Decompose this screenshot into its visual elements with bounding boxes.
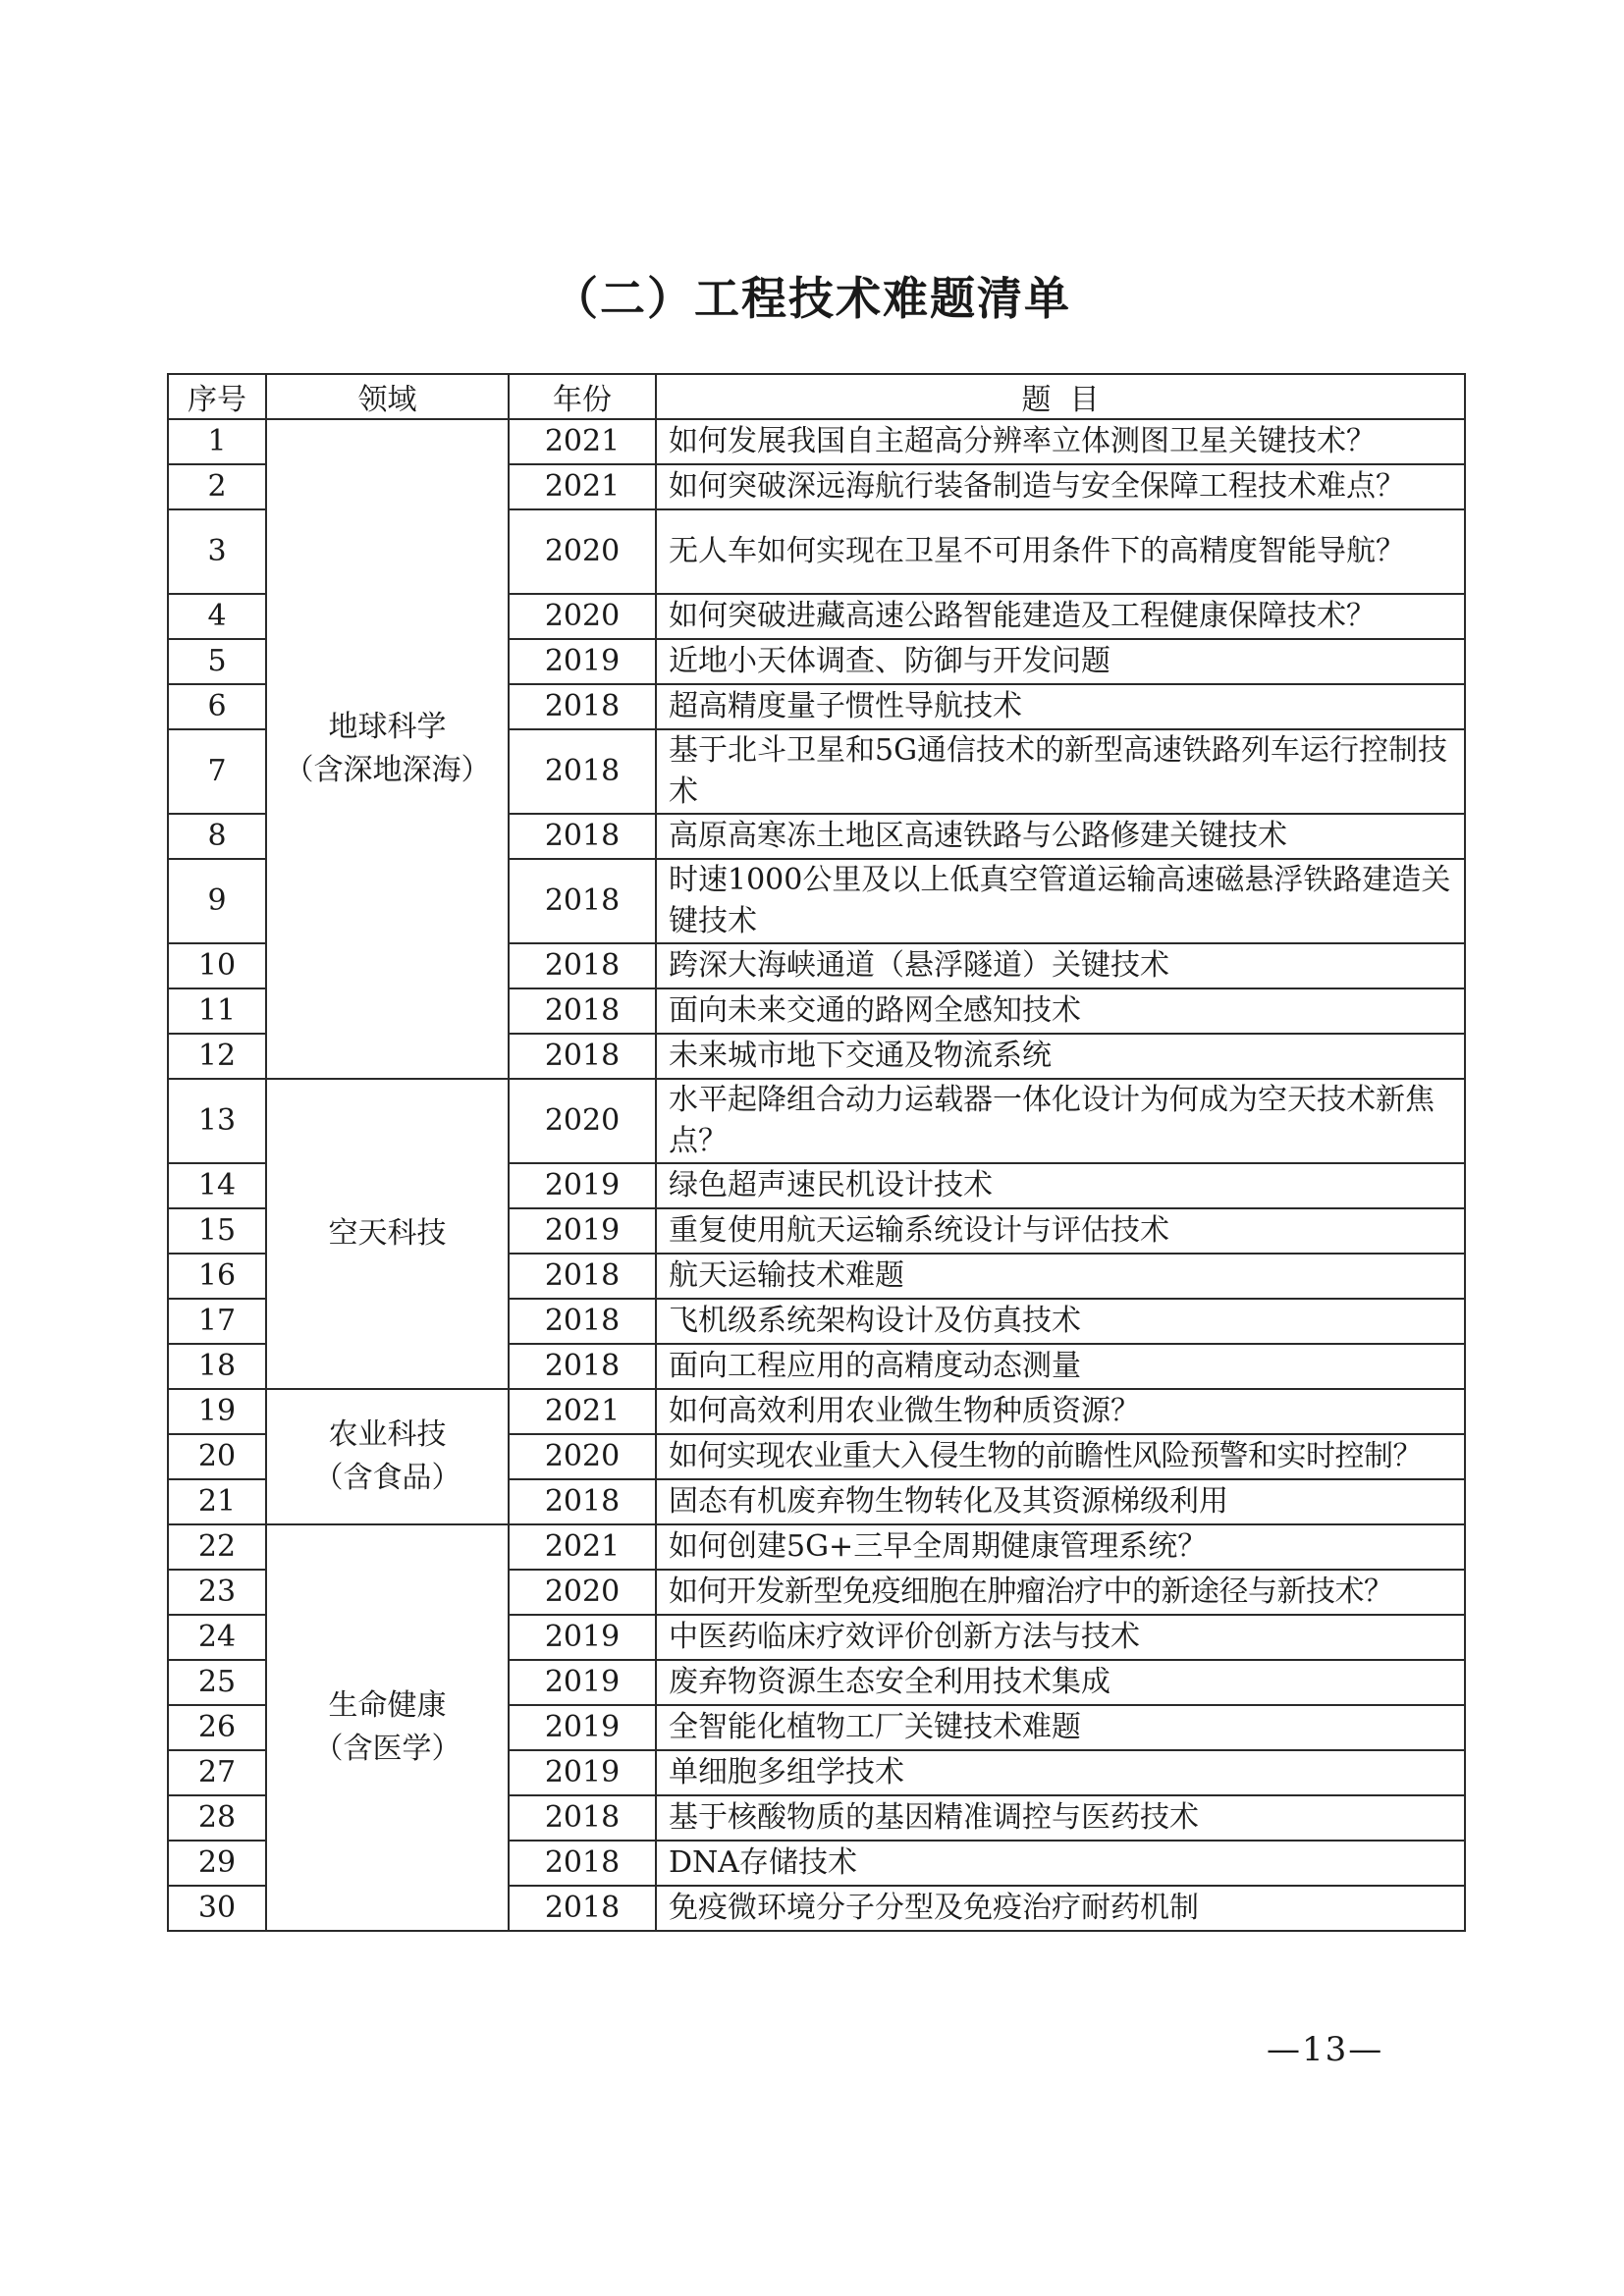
- row-no: 16: [168, 1254, 266, 1299]
- row-topic: 超高精度量子惯性导航技术: [656, 684, 1465, 729]
- row-topic: 废弃物资源生态安全利用技术集成: [656, 1660, 1465, 1705]
- row-year: 2019: [509, 639, 656, 684]
- row-no: 29: [168, 1841, 266, 1886]
- row-year: 2021: [509, 1389, 656, 1434]
- row-no: 30: [168, 1886, 266, 1931]
- row-year: 2020: [509, 509, 656, 594]
- header-year: 年份: [509, 374, 656, 419]
- row-no: 15: [168, 1208, 266, 1254]
- row-topic: 基于北斗卫星和5G通信技术的新型高速铁路列车运行控制技术: [656, 729, 1465, 814]
- row-year: 2018: [509, 859, 656, 943]
- row-topic: DNA存储技术: [656, 1841, 1465, 1886]
- row-no: 12: [168, 1034, 266, 1079]
- row-year: 2020: [509, 594, 656, 639]
- row-no: 1: [168, 419, 266, 464]
- row-topic: 跨深大海峡通道（悬浮隧道）关键技术: [656, 943, 1465, 988]
- row-year: 2018: [509, 1299, 656, 1344]
- row-no: 10: [168, 943, 266, 988]
- row-topic: 近地小天体调查、防御与开发问题: [656, 639, 1465, 684]
- row-year: 2018: [509, 1795, 656, 1841]
- row-year: 2019: [509, 1705, 656, 1750]
- row-topic: 免疫微环境分子分型及免疫治疗耐药机制: [656, 1886, 1465, 1931]
- row-year: 2018: [509, 1344, 656, 1389]
- row-topic: 如何实现农业重大入侵生物的前瞻性风险预警和实时控制？: [656, 1434, 1465, 1479]
- row-year: 2019: [509, 1163, 656, 1208]
- field-name: 地球科学: [328, 710, 447, 744]
- row-year: 2020: [509, 1570, 656, 1615]
- row-no: 2: [168, 464, 266, 509]
- row-topic: 固态有机废弃物生物转化及其资源梯级利用: [656, 1479, 1465, 1524]
- row-no: 9: [168, 859, 266, 943]
- row-no: 13: [168, 1079, 266, 1163]
- row-no: 5: [168, 639, 266, 684]
- row-no: 7: [168, 729, 266, 814]
- row-year: 2020: [509, 1079, 656, 1163]
- row-year: 2019: [509, 1660, 656, 1705]
- row-topic: 飞机级系统架构设计及仿真技术: [656, 1299, 1465, 1344]
- row-no: 19: [168, 1389, 266, 1434]
- row-topic: 航天运输技术难题: [656, 1254, 1465, 1299]
- header-no: 序号: [168, 374, 266, 419]
- row-no: 20: [168, 1434, 266, 1479]
- row-no: 23: [168, 1570, 266, 1615]
- row-year: 2018: [509, 943, 656, 988]
- field-cell: [266, 1524, 509, 1931]
- field-cell: [266, 419, 509, 1079]
- field-subtitle: （含医学）: [313, 1732, 461, 1766]
- row-topic: 高原高寒冻土地区高速铁路与公路修建关键技术: [656, 814, 1465, 859]
- row-year: 2021: [509, 419, 656, 464]
- row-topic: 如何突破深远海航行装备制造与安全保障工程技术难点？: [656, 464, 1465, 509]
- row-year: 2019: [509, 1750, 656, 1795]
- table-row: [168, 1079, 1465, 1163]
- page-title: （二）工程技术难题清单: [553, 272, 1071, 325]
- header-field: 领域: [266, 374, 509, 419]
- row-year: 2018: [509, 1034, 656, 1079]
- row-no: 27: [168, 1750, 266, 1795]
- row-no: 28: [168, 1795, 266, 1841]
- row-year: 2019: [509, 1615, 656, 1660]
- row-no: 24: [168, 1615, 266, 1660]
- topics-table: [167, 373, 1466, 1932]
- row-year: 2018: [509, 1254, 656, 1299]
- row-topic: 基于核酸物质的基因精准调控与医药技术: [656, 1795, 1465, 1841]
- row-year: 2021: [509, 1524, 656, 1570]
- row-topic: 中医药临床疗效评价创新方法与技术: [656, 1615, 1465, 1660]
- header-topic: 题 目: [656, 374, 1465, 419]
- row-year: 2021: [509, 464, 656, 509]
- row-no: 17: [168, 1299, 266, 1344]
- row-no: 11: [168, 988, 266, 1034]
- row-year: 2018: [509, 988, 656, 1034]
- row-topic: 如何高效利用农业微生物种质资源？: [656, 1389, 1465, 1434]
- row-topic: 水平起降组合动力运载器一体化设计为何成为空天技术新焦点？: [656, 1079, 1465, 1163]
- row-topic: 如何开发新型免疫细胞在肿瘤治疗中的新途径与新技术？: [656, 1570, 1465, 1615]
- table-header-row: [168, 374, 1465, 419]
- row-topic: 面向工程应用的高精度动态测量: [656, 1344, 1465, 1389]
- table-row: [168, 419, 1465, 464]
- row-year: 2018: [509, 1479, 656, 1524]
- table-row: [168, 1389, 1465, 1434]
- row-no: 18: [168, 1344, 266, 1389]
- row-no: 8: [168, 814, 266, 859]
- row-topic: 未来城市地下交通及物流系统: [656, 1034, 1465, 1079]
- field-cell: [266, 1389, 509, 1524]
- row-topic: 时速1000公里及以上低真空管道运输高速磁悬浮铁路建造关键技术: [656, 859, 1465, 943]
- row-year: 2020: [509, 1434, 656, 1479]
- field-name: 空天科技: [328, 1216, 447, 1251]
- row-no: 25: [168, 1660, 266, 1705]
- row-no: 6: [168, 684, 266, 729]
- row-topic: 重复使用航天运输系统设计与评估技术: [656, 1208, 1465, 1254]
- row-topic: 全智能化植物工厂关键技术难题: [656, 1705, 1465, 1750]
- row-topic: 如何创建5G+三早全周期健康管理系统？: [656, 1524, 1465, 1570]
- row-year: 2018: [509, 1886, 656, 1931]
- row-no: 26: [168, 1705, 266, 1750]
- field-cell: [266, 1079, 509, 1389]
- row-topic: 如何发展我国自主超高分辨率立体测图卫星关键技术？: [656, 419, 1465, 464]
- row-year: 2018: [509, 729, 656, 814]
- row-year: 2019: [509, 1208, 656, 1254]
- row-year: 2018: [509, 1841, 656, 1886]
- field-subtitle: （含深地深海）: [284, 753, 491, 787]
- row-no: 4: [168, 594, 266, 639]
- table-row: [168, 1524, 1465, 1570]
- page-number: —13—: [1267, 2030, 1384, 2069]
- row-topic: 面向未来交通的路网全感知技术: [656, 988, 1465, 1034]
- row-topic: 如何突破进藏高速公路智能建造及工程健康保障技术？: [656, 594, 1465, 639]
- row-topic: 绿色超声速民机设计技术: [656, 1163, 1465, 1208]
- row-no: 3: [168, 509, 266, 594]
- row-year: 2018: [509, 684, 656, 729]
- field-name: 生命健康: [328, 1688, 447, 1723]
- row-no: 14: [168, 1163, 266, 1208]
- field-subtitle: （含食品）: [313, 1461, 461, 1495]
- row-no: 21: [168, 1479, 266, 1524]
- field-name: 农业科技: [328, 1417, 447, 1452]
- row-no: 22: [168, 1524, 266, 1570]
- row-topic: 单细胞多组学技术: [656, 1750, 1465, 1795]
- row-topic: 无人车如何实现在卫星不可用条件下的高精度智能导航？: [656, 509, 1465, 594]
- row-year: 2018: [509, 814, 656, 859]
